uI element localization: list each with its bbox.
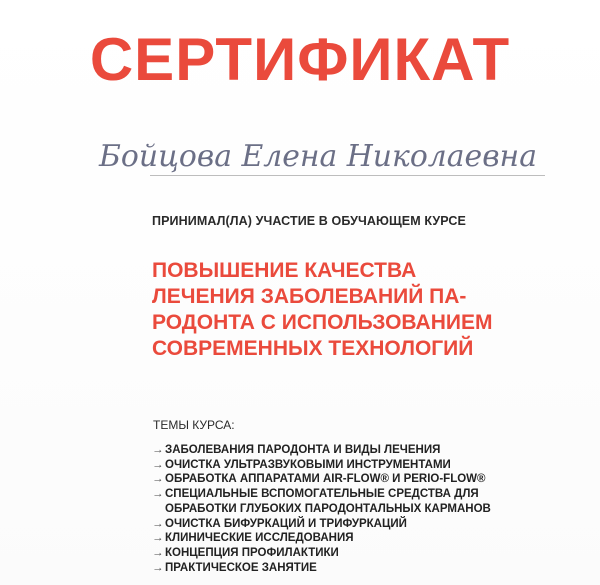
course-title-line: РОДОНТА С ИСПОЛЬЗОВАНИЕМ <box>152 311 493 334</box>
arrow-icon: → <box>152 517 164 530</box>
arrow-icon: → <box>152 488 164 501</box>
topic-item-continuation <box>152 502 491 517</box>
topic-text: КЛИНИЧЕСКИЕ ИССЛЕДОВАНИЯ <box>165 532 354 545</box>
topic-item <box>152 517 491 532</box>
topic-text: ОЧИСТКА УЛЬТРАЗВУКОВЫМИ ИНСТРУМЕНТАМИ <box>165 458 451 471</box>
topics-list <box>152 443 491 575</box>
recipient-name-text: Бойцова Елена Николаевна <box>98 139 538 174</box>
course-title <box>152 258 552 362</box>
course-title-line: ПОВЫШЕНИЕ КАЧЕСТВА <box>152 259 417 282</box>
topic-item <box>152 531 491 546</box>
arrow-icon: → <box>152 546 164 559</box>
topic-text: КОНЦЕПЦИЯ ПРОФИЛАКТИКИ <box>165 546 339 559</box>
recipient-handwritten-name <box>97 126 557 178</box>
topic-text: ОБРАБОТКА АППАРАТАМИ AIR-FLOW® И PERIO-FLOW® <box>165 473 486 486</box>
arrow-icon: → <box>152 473 164 486</box>
topics-heading: ТЕМЫ КУРСА: <box>153 418 235 432</box>
topic-item <box>152 472 491 487</box>
topic-text: ЗАБОЛЕВАНИЯ ПАРОДОНТА И ВИДЫ ЛЕЧЕНИЯ <box>165 444 441 456</box>
topic-text: ПРАКТИЧЕСКОЕ ЗАНЯТИЕ <box>165 561 317 574</box>
arrow-icon: → <box>152 532 164 545</box>
topic-item <box>152 546 491 561</box>
arrow-icon: → <box>152 561 164 574</box>
course-title-line: ЛЕЧЕНИЯ ЗАБОЛЕВАНИЙ ПА- <box>152 285 467 308</box>
arrow-icon: → <box>152 444 164 456</box>
topic-item <box>152 458 491 473</box>
participation-statement: ПРИНИМАЛ(ЛА) УЧАСТИЕ В ОБУЧАЮЩЕМ КУРСЕ <box>152 214 466 228</box>
topic-item <box>152 443 491 458</box>
topic-item <box>152 561 491 576</box>
topic-text: СПЕЦИАЛЬНЫЕ ВСПОМОГАТЕЛЬНЫЕ СРЕДСТВА ДЛЯ <box>165 488 479 501</box>
certificate-title: СЕРТИФИКАТ <box>89 26 511 93</box>
arrow-icon: → <box>152 458 164 471</box>
course-title-line: СОВРЕМЕННЫХ ТЕХНОЛОГИЙ <box>152 337 474 360</box>
topic-text: ОБРАБОТКИ ГЛУБОКИХ ПАРОДОНТАЛЬНЫХ КАРМАНОВ <box>165 502 491 515</box>
topic-text: ОЧИСТКА БИФУРКАЦИЙ И ТРИФУРКАЦИЙ <box>165 517 407 530</box>
topic-item <box>152 487 491 502</box>
name-underline <box>150 175 545 176</box>
